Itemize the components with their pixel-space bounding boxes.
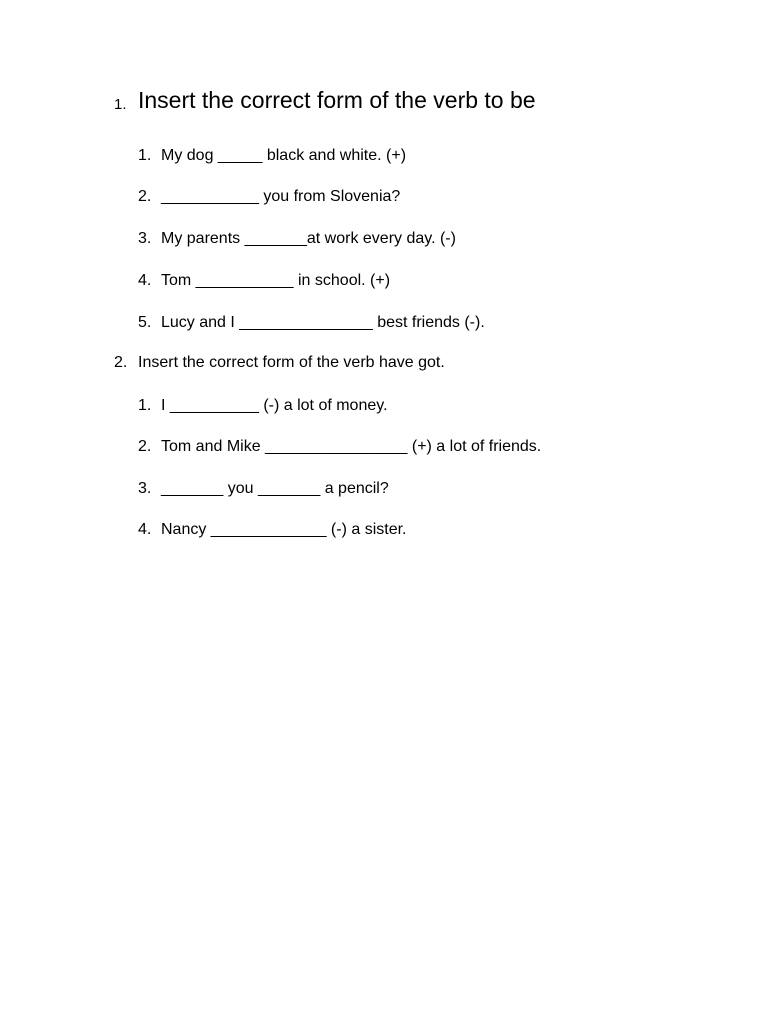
item-number: 3. [138, 480, 152, 497]
section-title: Insert the correct form of the verb to be [138, 87, 536, 113]
item-number: 4. [138, 521, 152, 538]
item-number: 3. [138, 230, 152, 247]
section-title: Insert the correct form of the verb have got. [138, 354, 445, 371]
item-text: Tom ___________ in school. (+) [161, 272, 391, 289]
item-text: Lucy and I _______________ best friends (-). [161, 314, 485, 331]
item-text: _______ you _______ a pencil? [161, 480, 389, 497]
item-number: 5. [138, 314, 152, 331]
section-number: 2. [114, 354, 128, 371]
item-text: My parents _______at work every day. (-) [161, 230, 456, 247]
item-text: Nancy _____________ (-) a sister. [161, 521, 407, 538]
item-text: I __________ (-) a lot of money. [161, 397, 388, 414]
item-number: 2. [138, 438, 152, 455]
item-number: 2. [138, 188, 152, 205]
item-text: ___________ you from Slovenia? [161, 188, 401, 205]
item-number: 1. [138, 147, 152, 164]
item-number: 4. [138, 272, 152, 289]
item-text: My dog _____ black and white. (+) [161, 147, 407, 164]
section-number: 1. [114, 96, 127, 113]
item-number: 1. [138, 397, 152, 414]
item-text: Tom and Mike ________________ (+) a lot of friends. [161, 438, 542, 455]
